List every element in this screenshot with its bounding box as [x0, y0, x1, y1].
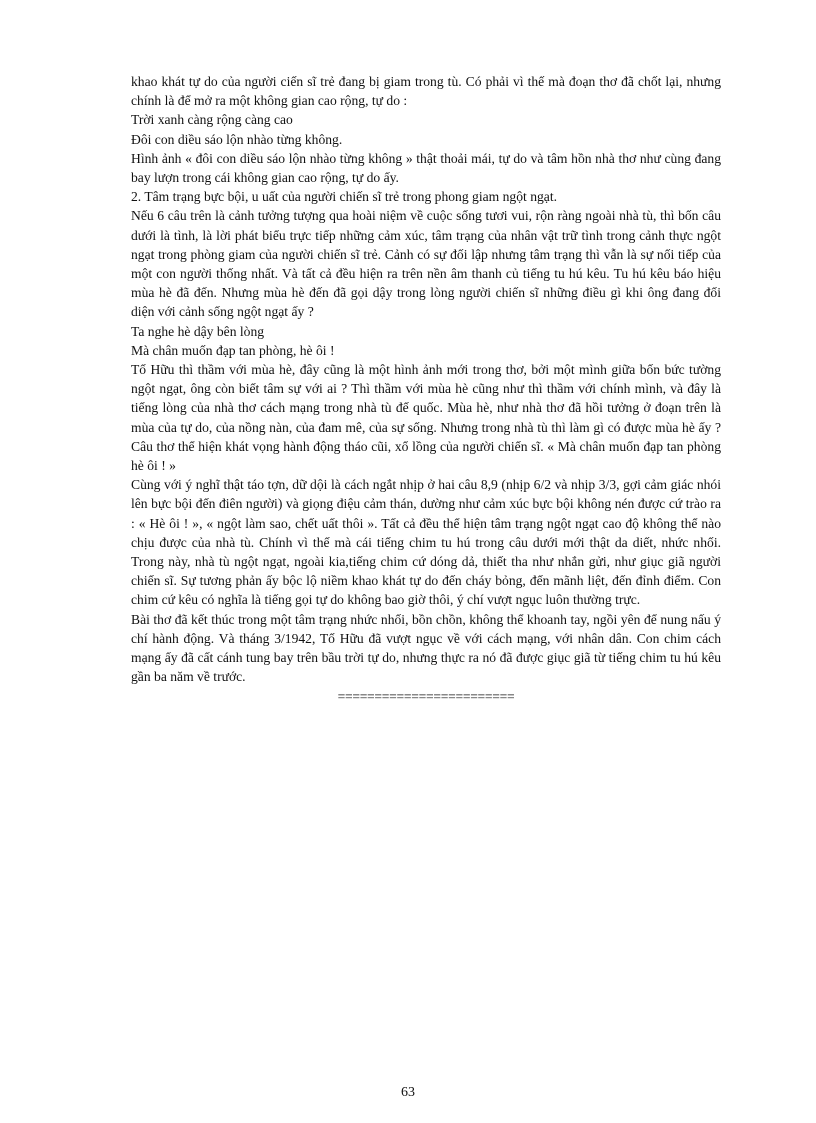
- page-number: 63: [401, 1085, 415, 1100]
- page-body: [131, 72, 721, 706]
- paragraph-kite-image: Hình ảnh « đôi con diều sáo lộn nhào từng không » thật thoải mái, tự do và tâm hồn nhà thơ như cùng đang bay lượn trong cái không gian cao rộng, tự do ấy.: [131, 150, 721, 186]
- paragraph-contrast: Nếu 6 câu trên là cảnh tưởng tượng qua hoài niệm về cuộc sống tươi vui, rộn ràng ngoài nhà tù, thì bốn câu dưới là tình, là lời phát biểu trực tiếp những cảm xúc, tâm trạng của nhân vật trữ tình trong cảnh thực ngột ngạt trong phòng giam của người chiến sĩ trẻ. Cảnh có sự đối lập nhưng tâm trạng thì vẫn là sự nối tiếp của một con người thống nhất. Và tất cả đều hiện ra trên nền âm thanh củ tiếng tu hú kêu. Tu hú kêu báo hiệu mùa hè đã đến. Nhưng mùa hè đến đã gọi dậy trong lòng người chiến sĩ những điều gì khi ông đang đối diện với cảnh sống ngột ngạt ấy ?: [131, 208, 721, 320]
- poem-line-1: Trời xanh càng rộng càng cao: [131, 112, 293, 128]
- poem-line-3: Ta nghe hè dậy bên lòng: [131, 323, 265, 339]
- section-heading-2: 2. Tâm trạng bực bội, u uất của người chiến sĩ trẻ trong phong giam ngột ngạt.: [131, 189, 557, 205]
- paragraph-rhythm: Cùng với ý nghĩ thật táo tợn, dữ dội là cách ngắt nhịp ở hai câu 8,9 (nhịp 6/2 và nhịp 3/3, gợi cảm giác nhói lên bực bội đến điên người) và giọng điệu cảm thán, dường như cảm xúc bực bội không nén được cứ trào ra : « Hè ôi ! », « ngột làm sao, chết uất thôi ». Tất cả đều thể hiện tâm trạng ngột ngạt cao độ không thể nào chịu được của nhà tù. Chính vì thế mà cái tiếng chim tu hú trong câu dưới mới thật da diết, nhức nhối. Trong này, nhà tù ngột ngạt, ngoài kia,tiếng chim cứ dóng dả, thiết tha như nhắn gửi, như giục giã người chiến sĩ. Sự tương phản ấy bộc lộ niềm khao khát tự do đến cháy bỏng, đến mãnh liệt, đến đỉnh điểm. Con chim cứ kêu có nghĩa là tiếng gọi tự do không bao giờ thôi, ý chí vượt ngục luôn thường trực.: [131, 477, 721, 608]
- poem-line-4: Mà chân muốn đạp tan phòng, hè ôi !: [131, 342, 335, 358]
- divider-line: ========================: [337, 688, 515, 704]
- poem-line-2: Đôi con diều sáo lộn nhào từng không.: [131, 131, 343, 147]
- paragraph-intro: khao khát tự do của người ciến sĩ trẻ đang bị giam trong tù. Có phải vì thế mà đoạn thơ đã chốt lại, nhưng chính là để mở ra một không gian cao rộng, tự do :: [131, 74, 721, 109]
- paragraph-whisper: Tố Hữu thì thầm với mùa hè, đây cũng là một hình ảnh mới trong thơ, bởi một mình giữa bốn bức tường ngột ngạt, ông còn biết tâm sự với ai ? Thì thầm với mùa hè cũng như thì thầm với chính mình, và đây là tiếng lòng của nhà thơ cách mạng trong nhà tù đế quốc. Mùa hè, như nhà thơ đã hồi tưởng ở đoạn trên là mùa của tự do, của nồng nàn, của đam mê, của sự sống. Nhưng trong nhà tù thì làm gì có được mùa hè ấy ? Câu thơ thể hiện khát vọng hành động tháo cũi, xổ lồng của người chiến sĩ. « Mà chân muốn đạp tan phòng hè ôi ! »: [131, 362, 721, 474]
- paragraph-conclusion: Bài thơ đã kết thúc trong một tâm trạng nhức nhối, bồn chồn, không thể khoanh tay, ngồi yên để nung nấu ý chí hành động. Và tháng 3/1942, Tố Hữu đã vượt ngục về với cách mạng, với nhân dân. Con chim cách mạng ấy đã cất cánh tung bay trên bầu trời tự do, nhưng thực ra nó đã được giục giã từ tiếng chim tu hú kêu gần ba năm về trước.: [131, 611, 721, 685]
